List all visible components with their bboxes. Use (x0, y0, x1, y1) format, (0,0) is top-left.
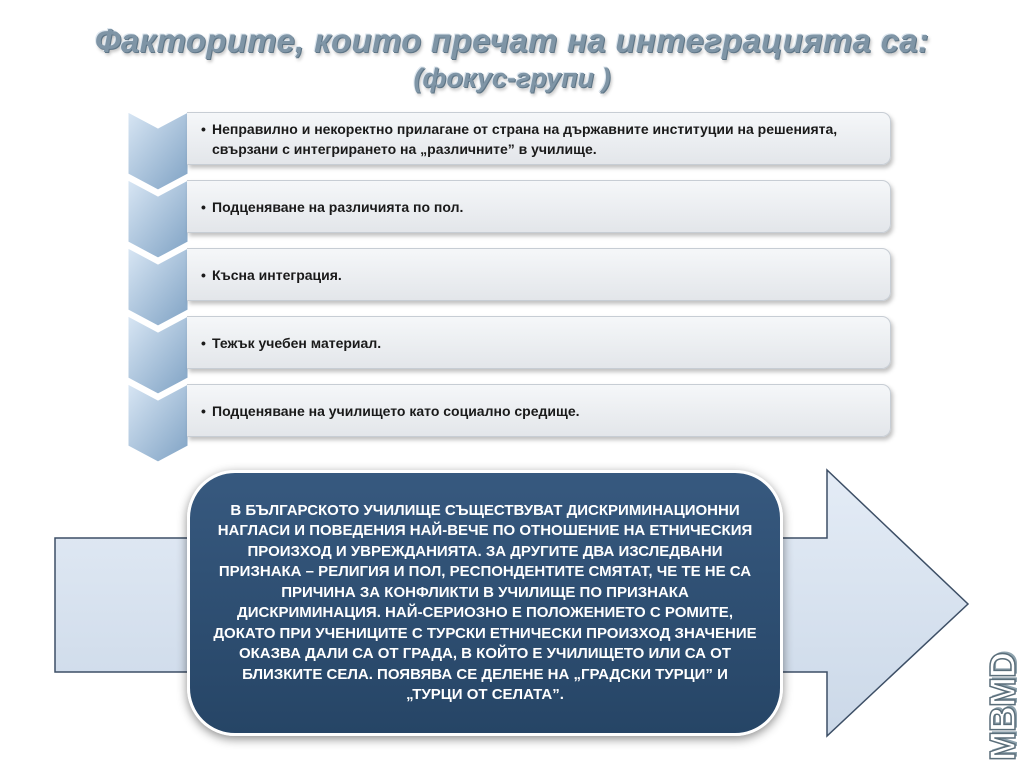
conclusion-text: В БЪЛГАРСКОТО УЧИЛИЩЕ СЪЩЕСТВУВАТ ДИСКРИМИНАЦИОННИ НАГЛАСИ И ПОВЕДЕНИЯ НАЙ-ВЕЧЕ ПО ОТНОШЕНИЕ НА ЕТНИЧЕСКИЯ ПРОИЗХОД И УВРЕЖДАНИЯТА. ЗА ДРУГИТЕ ДВА ИЗСЛЕДВАНИ ПРИЗНАКА – РЕЛИГИЯ И ПОЛ, РЕСПОНДЕНТИТЕ СМЯТАТ, ЧЕ ТЕ НЕ СА ПРИЧИНА ЗА КОНФЛИКТИ В УЧИЛИЩЕ ПО ПРИЗНАКА ДИСКРИМИНАЦИЯ. НАЙ-СЕРИОЗНО Е ПОЛОЖЕНИЕТО С РОМИТЕ, ДОКАТО ПРИ УЧЕНИЦИТЕ С ТУРСКИ ЕТНИЧЕСКИ ПРОИЗХОД ЗНАЧЕНИЕ ОКАЗВА ДАЛИ СА ОТ ГРАДА, В КОЙТО Е УЧИЛИЩЕТО ИЛИ СА ОТ БЛИЗКИТЕ СЕЛА. ПОЯВЯВА СЕ ДЕЛЕНЕ НА „ГРАДСКИ ТУРЦИ” И „ТУРЦИ ОТ СЕЛАТА”. (213, 501, 757, 703)
logo-text: MBMD (982, 653, 1024, 761)
factor-text: Тежък учебен материал. (212, 334, 382, 351)
factor-box (187, 180, 891, 233)
bullet: • (201, 334, 206, 351)
factor-text: Късна интеграция. (212, 266, 342, 283)
factor-text: Неправилно и некоректно прилагане от страна на държавните институции на решенията, свързани с интегрирането на „различните” в училище. (212, 120, 838, 157)
conclusion-callout (187, 470, 783, 736)
factor-box (187, 384, 891, 437)
mbmd-logo (982, 648, 1024, 766)
factor-text: Подценяване на училището като социално средище. (212, 402, 580, 419)
chevron-icon (128, 384, 188, 464)
bullet: • (201, 198, 206, 215)
factor-box (187, 316, 891, 369)
page-title: Факторите, които пречат на интеграцията са: (94, 22, 930, 59)
factor-box (187, 112, 891, 165)
bullet: • (201, 402, 206, 419)
factor-box (187, 248, 891, 301)
bullet: • (201, 120, 206, 137)
factor-text: Подценяване на различията по пол. (212, 198, 464, 215)
page-subtitle: (фокус-групи ) (413, 63, 611, 93)
bullet: • (201, 266, 206, 283)
